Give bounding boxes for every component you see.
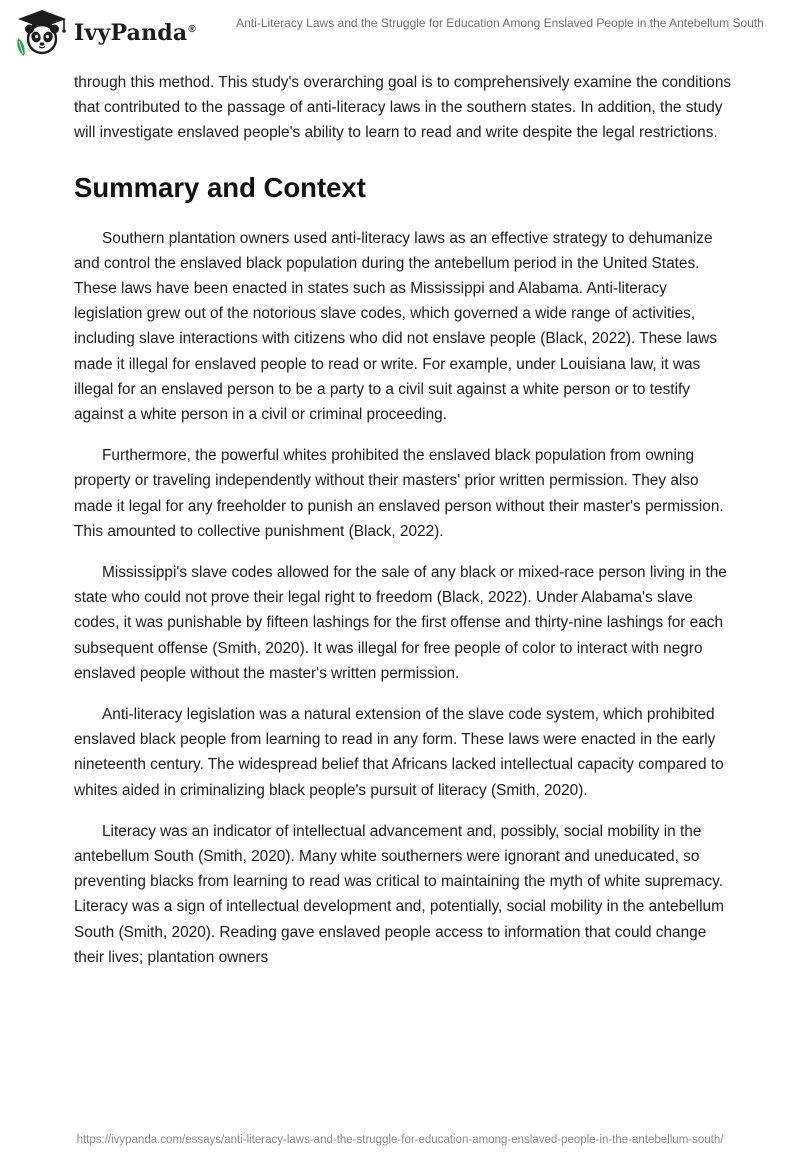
body-paragraph: Mississippi's slave codes allowed for the sale of any black or mixed-race person living in the state who could not prove their legal right to freedom (Black, 2022). Under Alabama's slave codes, it was punishable by fifteen lashings for the first offense and thirty-nine lashings for each subsequent offense (Smith, 2020). It was illegal for free people of color to interact with negro enslaved people without the master's written permission.: [74, 564, 727, 682]
page-header: [0, 0, 800, 64]
body-paragraph: Furthermore, the powerful whites prohibited the enslaved black population from owning property or traveling independently without their masters' prior written permission. They also made it legal for any freeholder to punish an enslaved person without their master's permission. This amounted to collective punishment (Black, 2022).: [74, 447, 724, 540]
body-paragraph: Anti-literacy legislation was a natural extension of the slave code system, which prohibited enslaved black people from learning to read in any form. These laws were enacted in the early nineteenth century. The widespread belief that Africans lacked intellectual capacity compared to whites aided in criminalizing black people's pursuit of literacy (Smith, 2020).: [74, 706, 724, 799]
source-url[interactable]: https://ivypanda.com/essays/anti-literacy-laws-and-the-struggle-for-education-among-enslaved-people-in-the-antebellum-south/: [76, 1134, 724, 1146]
body-paragraph: Southern plantation owners used anti-literacy laws as an effective strategy to dehumanize and control the enslaved black population during the antebellum period in the United States. These laws have been enacted in states such as Mississippi and Alabama. Anti-literacy legislation grew out of the notorious slave codes, which governed a wide range of activities, including slave interactions with citizens who did not enslave people (Black, 2022). These laws made it illegal for enslaved people to read or write. For example, under Louisiana law, it was illegal for an enslaved person to be a party to a civil suit against a white person or to testify against a white person in a civil or criminal proceeding.: [74, 229, 718, 424]
body-paragraph: Literacy was an indicator of intellectual advancement and, possibly, social mobility in the antebellum South (Smith, 2020). Many white southerners were ignorant and uneducated, so preventing blacks from learning to read was critical to maintaining the myth of white supremacy. Literacy was a sign of intellectual development and, potentially, social mobility in the antebellum South (Smith, 2020). Reading gave enslaved people access to information that could change their lives; plantation owners: [74, 822, 724, 966]
registered-mark: ®: [188, 23, 196, 35]
section-heading: Summary and Context: [74, 171, 366, 203]
panda-graduate-icon: [14, 8, 70, 58]
intro-paragraph: through this method. This study's overarching goal is to comprehensively examine the conditions that contributed to the passage of anti-literacy laws in the southern states. In addition, the study will investigate enslaved people's ability to learn to read and write despite the legal restrictions.: [74, 74, 732, 142]
essay-body: [74, 70, 734, 986]
ivypanda-logo[interactable]: [14, 8, 196, 58]
running-title: Anti-Literacy Laws and the Struggle for Education Among Enslaved People in the Antebellum South: [236, 16, 764, 30]
brand-name: IvyPanda®: [74, 20, 196, 46]
